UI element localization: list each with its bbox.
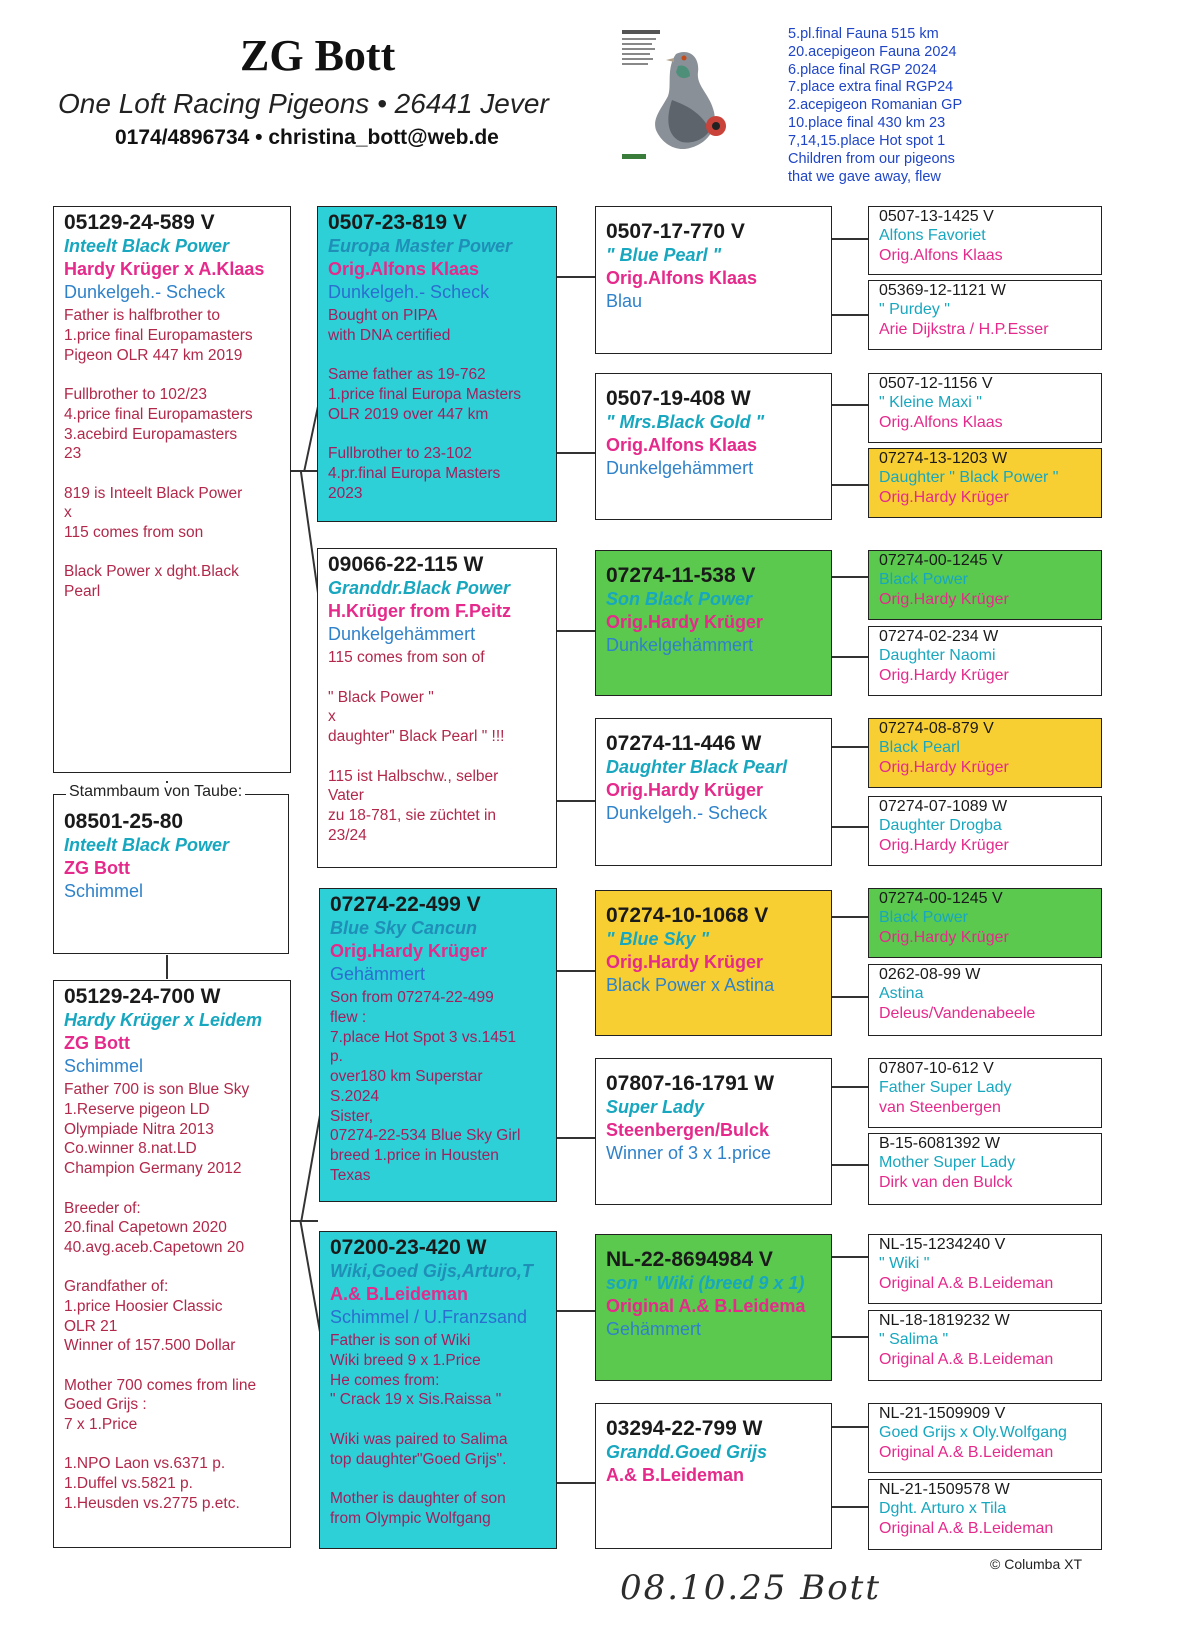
pedigree-breeder: Orig.Hardy Krüger xyxy=(330,940,488,961)
pedigree-ring: NL-18-1819232 W xyxy=(879,1312,1010,1329)
gen4-card xyxy=(868,718,1102,788)
mother-card xyxy=(53,980,291,1548)
connector-line xyxy=(832,314,868,316)
pedigree-name: Black Power xyxy=(879,909,968,927)
pedigree-breeder: Orig.Hardy Krüger xyxy=(606,779,764,800)
gen4-card xyxy=(868,796,1102,866)
gen4-card xyxy=(868,964,1102,1036)
pedigree-breeder: Steenbergen/Bulck xyxy=(606,1119,770,1140)
gen3-card xyxy=(595,1403,832,1549)
pedigree-ring: 0507-17-770 V xyxy=(606,220,745,243)
gen4-card xyxy=(868,1479,1102,1550)
pedigree-name: Mother Super Lady xyxy=(879,1154,1016,1172)
pedigree-name: Son Black Power xyxy=(606,589,753,610)
pedigree-breeder: A.& B.Leideman xyxy=(606,1464,745,1485)
connector-line xyxy=(832,1086,868,1088)
pedigree-ring: NL-21-1509578 W xyxy=(879,1481,1010,1498)
connector-line xyxy=(832,1256,868,1258)
pedigree-name: Daughter Black Pearl xyxy=(606,757,788,778)
connector-line xyxy=(832,1336,868,1338)
mother-color: Schimmel xyxy=(64,1056,144,1077)
grandsire-maternal-card xyxy=(319,888,557,1202)
gen4-card xyxy=(868,280,1102,350)
pedigree-notes: Father is son of Wiki Wiki breed 9 x 1.Price He comes from: " Crack 19 x Sis.Raissa " Wiki was paired to Salima top daughter"Goed Grijs". Mother is daughter of son from Olympic Wolfgang xyxy=(330,1332,508,1527)
pedigree-ring: 05369-12-1121 W xyxy=(879,282,1006,299)
pedigree-color: Blau xyxy=(606,291,643,312)
achievement-line: that we gave away, flew xyxy=(788,168,941,185)
achievements-list xyxy=(788,26,962,186)
pedigree-ring: 07274-07-1089 W xyxy=(879,798,1008,815)
contact-line: 0174/4896734 • christina_bott@web.de xyxy=(115,126,499,149)
achievement-line: 6.place final RGP 2024 xyxy=(788,61,937,78)
gen3-card xyxy=(595,1058,832,1205)
gen4-card xyxy=(868,206,1102,275)
gen4-card xyxy=(868,1058,1102,1128)
pedigree-color: Gehämmert xyxy=(606,1319,702,1340)
pedigree-notes: Son from 07274-22-499 flew : 7.place Hot Spot 3 vs.1451 p. over180 km Superstar S.2024 Sister, 07274-22-534 Blue Sky Girl breed 1.price in Housten Texas xyxy=(330,989,521,1184)
father-card xyxy=(53,206,291,773)
pedigree-breeder: Orig.Hardy Krüger xyxy=(879,667,1009,685)
pedigree-name: Dght. Arturo x Tila xyxy=(879,1500,1007,1518)
gen4-card xyxy=(868,626,1102,696)
pedigree-ring: 07807-10-612 V xyxy=(879,1060,994,1077)
connector-line xyxy=(832,656,868,658)
pedigree-ring: NL-15-1234240 V xyxy=(879,1236,1006,1253)
pedigree-breeder: Original A.& B.Leidema xyxy=(606,1295,806,1316)
connector-line xyxy=(557,800,595,802)
grandsire-paternal-card xyxy=(317,206,557,522)
pedigree-name: Astina xyxy=(879,985,924,1003)
pedigree-breeder: Orig.Alfons Klaas xyxy=(606,267,758,288)
pedigree-ring: B-15-6081392 W xyxy=(879,1135,1000,1152)
gen3-card xyxy=(595,550,832,696)
granddam-paternal-card xyxy=(317,548,557,868)
achievement-line: 20.acepigeon Fauna 2024 xyxy=(788,43,957,60)
father-color: Dunkelgeh.- Scheck xyxy=(64,282,226,303)
copyright-text: © Columba XT xyxy=(990,1556,1083,1572)
pedigree-breeder: Orig.Hardy Krüger xyxy=(879,489,1009,507)
gen3-card xyxy=(595,1234,832,1381)
father-name: Inteelt Black Power xyxy=(64,236,230,257)
pedigree-name: Granddr.Black Power xyxy=(328,578,511,599)
connector-line xyxy=(832,916,868,918)
connector-line xyxy=(832,746,868,748)
achievement-line: Children from our pigeons xyxy=(788,150,955,167)
pedigree-name: " Purdey " xyxy=(879,301,950,319)
pedigree-name: " Salima " xyxy=(879,1331,949,1349)
handwritten-signature: 08.10.25 Bott xyxy=(620,1568,881,1608)
connector-line xyxy=(832,238,868,240)
connector-line xyxy=(832,1426,868,1428)
achievement-line: 5.pl.final Fauna 515 km xyxy=(788,26,939,42)
pedigree-name: " Blue Pearl " xyxy=(606,245,722,266)
pedigree-breeder: Orig.Hardy Krüger xyxy=(879,591,1009,609)
mother-ring: 05129-24-700 W xyxy=(64,985,221,1008)
pedigree-ring: 07200-23-420 W xyxy=(330,1236,487,1259)
mother-name: Hardy Krüger x Leidem xyxy=(64,1010,263,1031)
pedigree-name: Goed Grijs x Oly.Wolfgang xyxy=(879,1424,1067,1442)
pedigree-name: Grandd.Goed Grijs xyxy=(606,1442,768,1463)
connector-line xyxy=(832,1164,868,1166)
pedigree-ring: 07274-00-1245 V xyxy=(879,552,1003,569)
connector-line xyxy=(557,276,595,278)
pedigree-ring: 0262-08-99 W xyxy=(879,966,981,983)
pedigree-ring: 07274-22-499 V xyxy=(330,893,481,916)
pedigree-ring: 0507-19-408 W xyxy=(606,387,751,410)
pedigree-name: Blue Sky Cancun xyxy=(330,918,478,939)
connector-line xyxy=(557,630,595,632)
pedigree-breeder: Orig.Alfons Klaas xyxy=(606,434,758,455)
connector-line xyxy=(832,826,868,828)
pedigree-name: Daughter Naomi xyxy=(879,647,996,665)
pedigree-color: Gehämmert xyxy=(330,964,426,985)
pedigree-color: Schimmel / U.Franzsand xyxy=(330,1307,528,1328)
pedigree-ring: 07274-10-1068 V xyxy=(606,904,769,927)
pedigree-name: " Mrs.Black Gold " xyxy=(606,412,765,433)
gen3-card xyxy=(595,718,832,866)
gen4-card xyxy=(868,448,1102,518)
gen4-card xyxy=(868,1310,1102,1381)
pedigree-ring: 07274-11-538 V xyxy=(606,564,756,587)
pedigree-name: Daughter " Black Power " xyxy=(879,469,1059,487)
connector-line xyxy=(557,452,595,454)
pedigree-breeder: Orig.Alfons Klaas xyxy=(328,258,480,279)
pedigree-name: Black Pearl xyxy=(879,739,960,757)
subject-name: Inteelt Black Power xyxy=(64,835,230,856)
pedigree-breeder: A.& B.Leideman xyxy=(330,1283,469,1304)
page-subtitle: One Loft Racing Pigeons • 26441 Jever xyxy=(58,88,549,119)
connector-line xyxy=(557,970,595,972)
connector-line xyxy=(832,484,868,486)
pedigree-breeder: Orig.Hardy Krüger xyxy=(606,611,764,632)
pedigree-name: " Kleine Maxi " xyxy=(879,394,982,412)
page-title: ZG Bott xyxy=(240,31,396,80)
gen4-card xyxy=(868,1234,1102,1304)
pedigree-breeder: Orig.Hardy Krüger xyxy=(879,929,1009,947)
pedigree-color: Dunkelgehämmert xyxy=(606,635,754,656)
pedigree-breeder: Dirk van den Bulck xyxy=(879,1174,1013,1192)
subject-card xyxy=(53,794,289,954)
gen4-card xyxy=(868,373,1102,443)
pedigree-ring: 09066-22-115 W xyxy=(328,553,484,576)
pedigree-breeder: Orig.Alfons Klaas xyxy=(879,247,1003,265)
connector-line xyxy=(557,1137,595,1139)
subject-color: Schimmel xyxy=(64,881,144,902)
pedigree-color: Dunkelgeh.- Scheck xyxy=(606,803,768,824)
connector-line xyxy=(557,1482,595,1484)
connector-line xyxy=(557,1310,595,1312)
pedigree-ring: 07274-13-1203 W xyxy=(879,450,1008,467)
achievement-line: 7,14,15.place Hot spot 1 xyxy=(788,132,946,149)
pedigree-ring: NL-22-8694984 V xyxy=(606,1248,773,1271)
pedigree-name: " Blue Sky " xyxy=(606,929,710,950)
pedigree-color: Dunkelgeh.- Scheck xyxy=(328,282,490,303)
gen4-card xyxy=(868,1403,1102,1473)
pedigree-ring: 0507-23-819 V xyxy=(328,211,467,234)
mother-notes: Father 700 is son Blue Sky 1.Reserve pigeon LD Olympiade Nitra 2013 Co.winner 8.nat.LD Champion Germany 2012 Breeder of: 20.final Capetown 2020 40.avg.aceb.Capetown 20 Grandfather of: 1.price Hoosier Classic OLR 21 Winner of 157.500 Dollar Mother 700 comes from line Goed Grijs : 7 x 1.Price 1.NPO Laon vs.6371 p. 1.Duffel vs.5821 p. 1.Heusden vs.2775 p.etc. xyxy=(64,1081,257,1512)
mother-breeder: ZG Bott xyxy=(64,1032,130,1053)
pedigree-color: Black Power x Astina xyxy=(606,975,775,996)
pedigree-name: Black Power xyxy=(879,571,968,589)
pedigree-name: son " Wiki (breed 9 x 1) xyxy=(606,1273,805,1294)
father-notes: Father is halfbrother to 1.price final Europamasters Pigeon OLR 447 km 2019 Fullbrother to 102/23 4.price final Europamasters 3.acebird Europamasters 23 819 is Inteelt Black Power x 115 comes from son Black Power x dght.Black Pearl xyxy=(64,307,253,600)
pedigree-breeder: Orig.Alfons Klaas xyxy=(879,414,1003,432)
connector-line xyxy=(290,1220,318,1222)
pedigree-ring: 07807-16-1791 W xyxy=(606,1072,775,1095)
pedigree-color: Dunkelgehämmert xyxy=(606,458,754,479)
pedigree-ring: NL-21-1509909 V xyxy=(879,1405,1006,1422)
pedigree-name: Super Lady xyxy=(606,1097,705,1118)
pedigree-breeder: Original A.& B.Leideman xyxy=(879,1520,1054,1538)
pedigree-ring: 07274-02-234 W xyxy=(879,628,999,645)
pedigree-breeder: van Steenbergen xyxy=(879,1099,1001,1117)
connector-line xyxy=(832,996,868,998)
pedigree-ring: 07274-00-1245 V xyxy=(879,890,1003,907)
gen3-card xyxy=(595,373,832,520)
connector-line xyxy=(166,955,168,979)
pedigree-ring: 07274-11-446 W xyxy=(606,732,762,755)
pedigree-breeder: Orig.Hardy Krüger xyxy=(879,759,1009,777)
pedigree-breeder: H.Krüger from F.Peitz xyxy=(328,600,512,621)
pedigree-name: Europa Master Power xyxy=(328,236,513,257)
achievement-line: 2.acepigeon Romanian GP xyxy=(788,97,963,114)
gen4-card xyxy=(868,888,1102,958)
subject-breeder: ZG Bott xyxy=(64,857,130,878)
gen4-card xyxy=(868,550,1102,620)
pedigree-ring: 03294-22-799 W xyxy=(606,1417,763,1440)
pedigree-ring: 0507-12-1156 V xyxy=(879,375,993,392)
pedigree-breeder: Arie Dijkstra / H.P.Esser xyxy=(879,321,1049,339)
pedigree-name: Wiki,Goed Gijs,Arturo,T xyxy=(330,1261,533,1282)
subject-ring: 08501-25-80 xyxy=(64,810,184,833)
pedigree-breeder: Deleus/Vandenabeele xyxy=(879,1005,1036,1023)
stammbaum-label: Stammbaum von Taube: xyxy=(66,783,245,801)
connector-line xyxy=(832,576,868,578)
granddam-maternal-card xyxy=(319,1231,557,1549)
pedigree-breeder: Original A.& B.Leideman xyxy=(879,1275,1054,1293)
gen3-card xyxy=(595,206,832,354)
pedigree-ring: 0507-13-1425 V xyxy=(879,208,994,225)
pedigree-breeder: Orig.Hardy Krüger xyxy=(879,837,1009,855)
pigeon-photo xyxy=(618,26,738,166)
pedigree-notes: Bought on PIPA with DNA certified Same father as 19-762 1.price final Europa Masters OLR 2019 over 447 km Fullbrother to 23-102 4.pr.final Europa Masters 2023 xyxy=(328,307,521,502)
pedigree-name: Alfons Favoriet xyxy=(879,227,986,245)
pedigree-name: " Wiki " xyxy=(879,1255,930,1273)
pedigree-notes: 115 comes from son of " Black Power " x daughter" Black Pearl " !!! 115 ist Halbschw., selber Vater zu 18-781, sie züchtet in 23/24 xyxy=(328,649,505,844)
pedigree-name: Father Super Lady xyxy=(879,1079,1012,1097)
connector-line xyxy=(832,404,868,406)
connector-line xyxy=(832,1506,868,1508)
pedigree-color: Dunkelgehämmert xyxy=(328,624,476,645)
pedigree-ring: 07274-08-879 V xyxy=(879,720,994,737)
father-ring: 05129-24-589 V xyxy=(64,211,215,234)
gen3-card xyxy=(595,890,832,1036)
achievement-line: 7.place extra final RGP24 xyxy=(788,79,954,96)
pedigree-breeder: Orig.Hardy Krüger xyxy=(606,951,764,972)
father-breeder: Hardy Krüger x A.Klaas xyxy=(64,258,265,279)
gen4-card xyxy=(868,1133,1102,1205)
pedigree-breeder: Original A.& B.Leideman xyxy=(879,1351,1054,1369)
pedigree-name: Daughter Drogba xyxy=(879,817,1002,835)
pedigree-breeder: Original A.& B.Leideman xyxy=(879,1444,1054,1462)
pedigree-color: Winner of 3 x 1.price xyxy=(606,1143,772,1164)
achievement-line: 10.place final 430 km 23 xyxy=(788,115,946,132)
